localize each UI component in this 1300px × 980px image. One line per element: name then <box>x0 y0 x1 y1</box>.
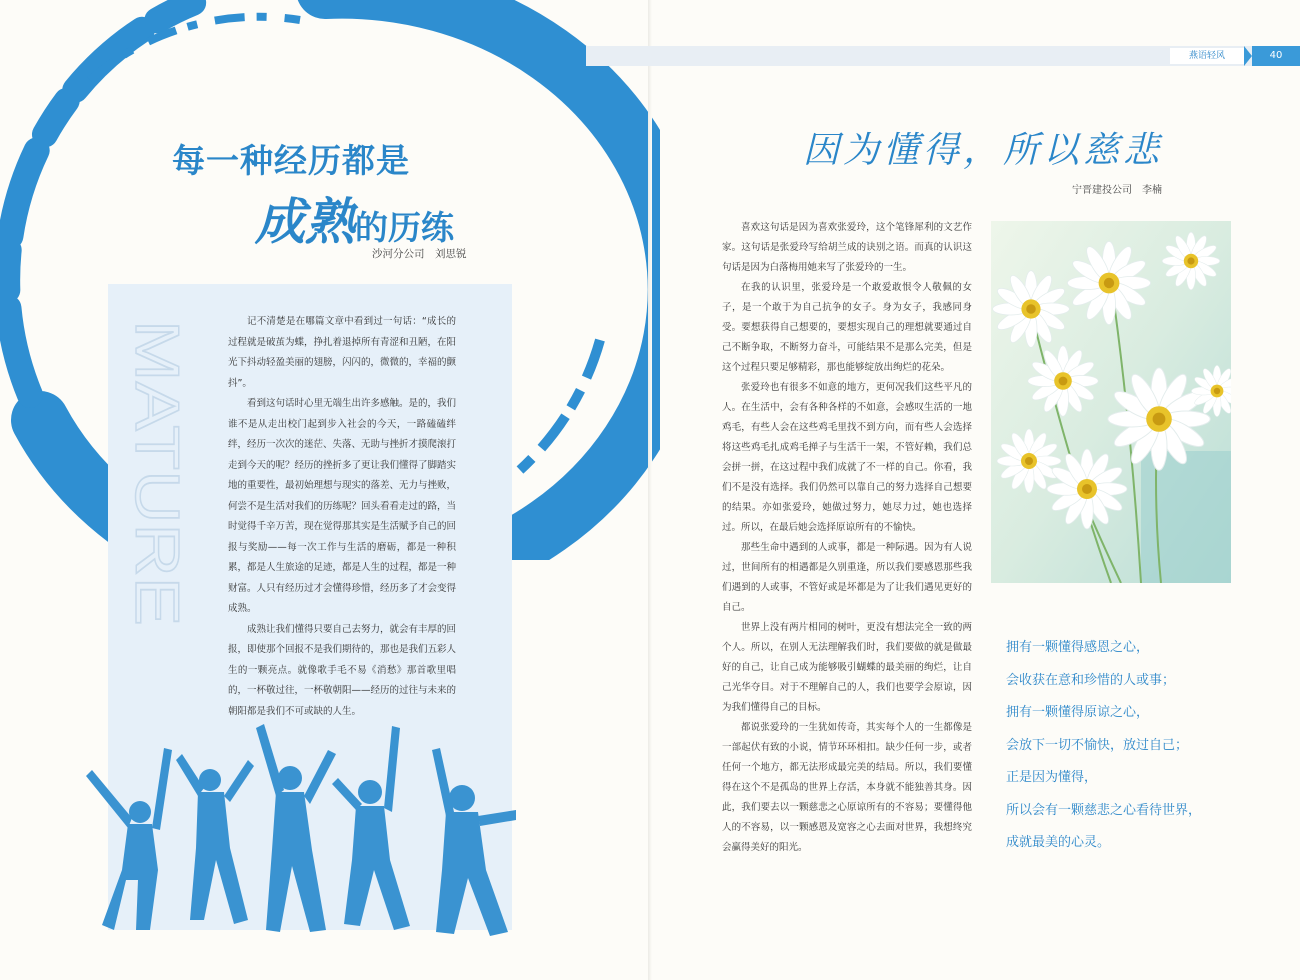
poem-line-5: 正是因为懂得， <box>1006 770 1098 785</box>
right-paragraph-1: 喜欢这句话是因为喜欢张爱玲，这个笔锋犀利的文艺作家。这句话是张爱玲写给胡兰成的诀别之语。而真的认识这句话是因为白落梅用她来写了张爱玲的一生。 <box>722 222 972 273</box>
poem-line-1: 拥有一颗懂得感恩之心， <box>1006 640 1150 655</box>
left-title-rest: 的历练 <box>355 208 454 247</box>
right-paragraph-4: 那些生命中遇到的人或事，都是一种际遇。因为有人说过，世间所有的相遇都是久别重逢，所以我们要感恩那些我们遇到的人或事，不管好或是坏都是为了让我们遇见更好的自己。 <box>722 542 972 613</box>
poem-line-2: 会收获在意和珍惜的人或事； <box>1006 672 1176 688</box>
left-article-body <box>228 312 456 722</box>
page-number-notch <box>1244 46 1252 66</box>
left-paragraph-3: 成熟让我们懂得只要自己去努力，就会有丰厚的回报，即使那个回报不是我们期待的，那也是我们五彩人生的一颗亮点。就像歌手毛不易《消愁》那首歌里唱的，一杯敬过往，一杯敬朝阳——经历的过往与未来的朝阳都是我们不可或缺的人生。 <box>228 623 457 717</box>
right-article-body <box>722 218 972 858</box>
right-paragraph-2: 在我的认识里，张爱玲是一个敢爱敢恨令人敬佩的女子，是一个敢于为自己抗争的女子。身为女子，我感同身受。要想获得自己想要的，要想实现自己的理想就要通过自己不断争取，不断努力奋斗，可能结果不是那么完美，但是这个过程只要足够精彩，那也能够绽放出绚烂的花朵。 <box>722 282 972 373</box>
right-paragraph-6: 都说张爱玲的一生犹如传奇，其实每个人的一生都像是一部起伏有致的小说，情节环环相扣。缺少任何一步，或者任何一个地方，都无法形成最完美的结局。所以，我们要懂得在这个不是孤岛的世界上存活，本身就不能独善其身。因此，我们要去以一颗慈悲之心原谅所有的不容易；要懂得他人的不容易，以一颗感恩及宽容之心去面对世界，我想终究会赢得美好的阳光。 <box>722 722 972 853</box>
left-paragraph-2: 看到这句话时心里无端生出许多感触。是的，我们谁不是从走出校门起到步入社会的今天，一路磕磕绊绊，经历一次次的迷茫、失落、无助与挫折才摸爬滚打走到今天的呢？经历的挫折多了更让我们懂得了脚踏实地的重要性，最初始理想与现实的落差、无力与挫败，何尝不是生活对我们的历练呢？回头看看走过的路，当时觉得千辛万苦，现在觉得那其实是生活赋予自己的回报与奖励——每一次工作与生活的磨砺，都是一种积累，都是人生旅途的足迹，都是人生的过程，都是一种财富。人只有经历过才会懂得珍惜，经历多了才会变得成熟。 <box>228 398 457 614</box>
mature-watermark <box>112 318 196 630</box>
right-paragraph-5: 世界上没有两片相同的树叶，更没有想法完全一致的两个人。所以，在别人无法理解我们时，我们要做的就是做最好的自己，让自己成为能够吸引蝴蝶的最美丽的绚烂，让自己光华夺目。对于不理解自己的人，我们也要学会原谅，因为我们懂得自己的目标。 <box>722 622 972 713</box>
page-number: 40 <box>1252 46 1300 66</box>
poem-line-7: 成就最美的心灵。 <box>1006 835 1111 850</box>
section-tag: 燕语轻风 <box>1170 48 1244 64</box>
left-author: 沙河分公司 刘思锐 <box>372 248 467 260</box>
poem-line-3: 拥有一颗懂得原谅之心， <box>1006 705 1150 720</box>
daisies-photo <box>991 221 1231 583</box>
jumping-people-silhouettes <box>80 720 520 940</box>
left-title-emphasis: 成熟 <box>255 193 355 251</box>
page-gutter <box>648 0 652 980</box>
mature-watermark-text: MATURE <box>122 320 191 578</box>
left-title-line2 <box>255 182 454 254</box>
right-author: 宁晋建投公司 李楠 <box>1072 185 1162 196</box>
right-paragraph-3: 张爱玲也有很多不如意的地方，更何况我们这些平凡的人。在生活中，会有各种各样的不如意，会感叹生活的一地鸡毛，有些人会在这些鸡毛里找不到方向，而有些人会选择将这些鸡毛扎成鸡毛掸子与生活干一架，不管好赖，我们总会拼一拼，在这过程中我们成就了不一样的自己。你看，我们不是没有选择。我们仍然可以靠自己的努力选择自己想要的结果。亦如张爱玲，她做过努力，她尽力过，她也选择过。所以，在最后她会选择原谅所有的不愉快。 <box>722 382 972 533</box>
right-title: 因为懂得，所以慈悲 <box>803 130 1164 171</box>
left-title-line1: 每一种经历都是 <box>172 141 410 180</box>
poem-line-4: 会放下一切不愉快，放过自己； <box>1006 737 1189 753</box>
poem-line-6: 所以会有一颗慈悲之心看待世界， <box>1006 802 1202 818</box>
poem <box>1006 632 1256 860</box>
left-paragraph-1: 记不清楚是在哪篇文章中看到过一句话：“成长的过程就是破茧为蝶，挣扎着退掉所有青涩和丑陋，在阳光下抖动轻盈美丽的翅膀，闪闪的，微微的，幸福的颤抖”。 <box>228 316 457 389</box>
